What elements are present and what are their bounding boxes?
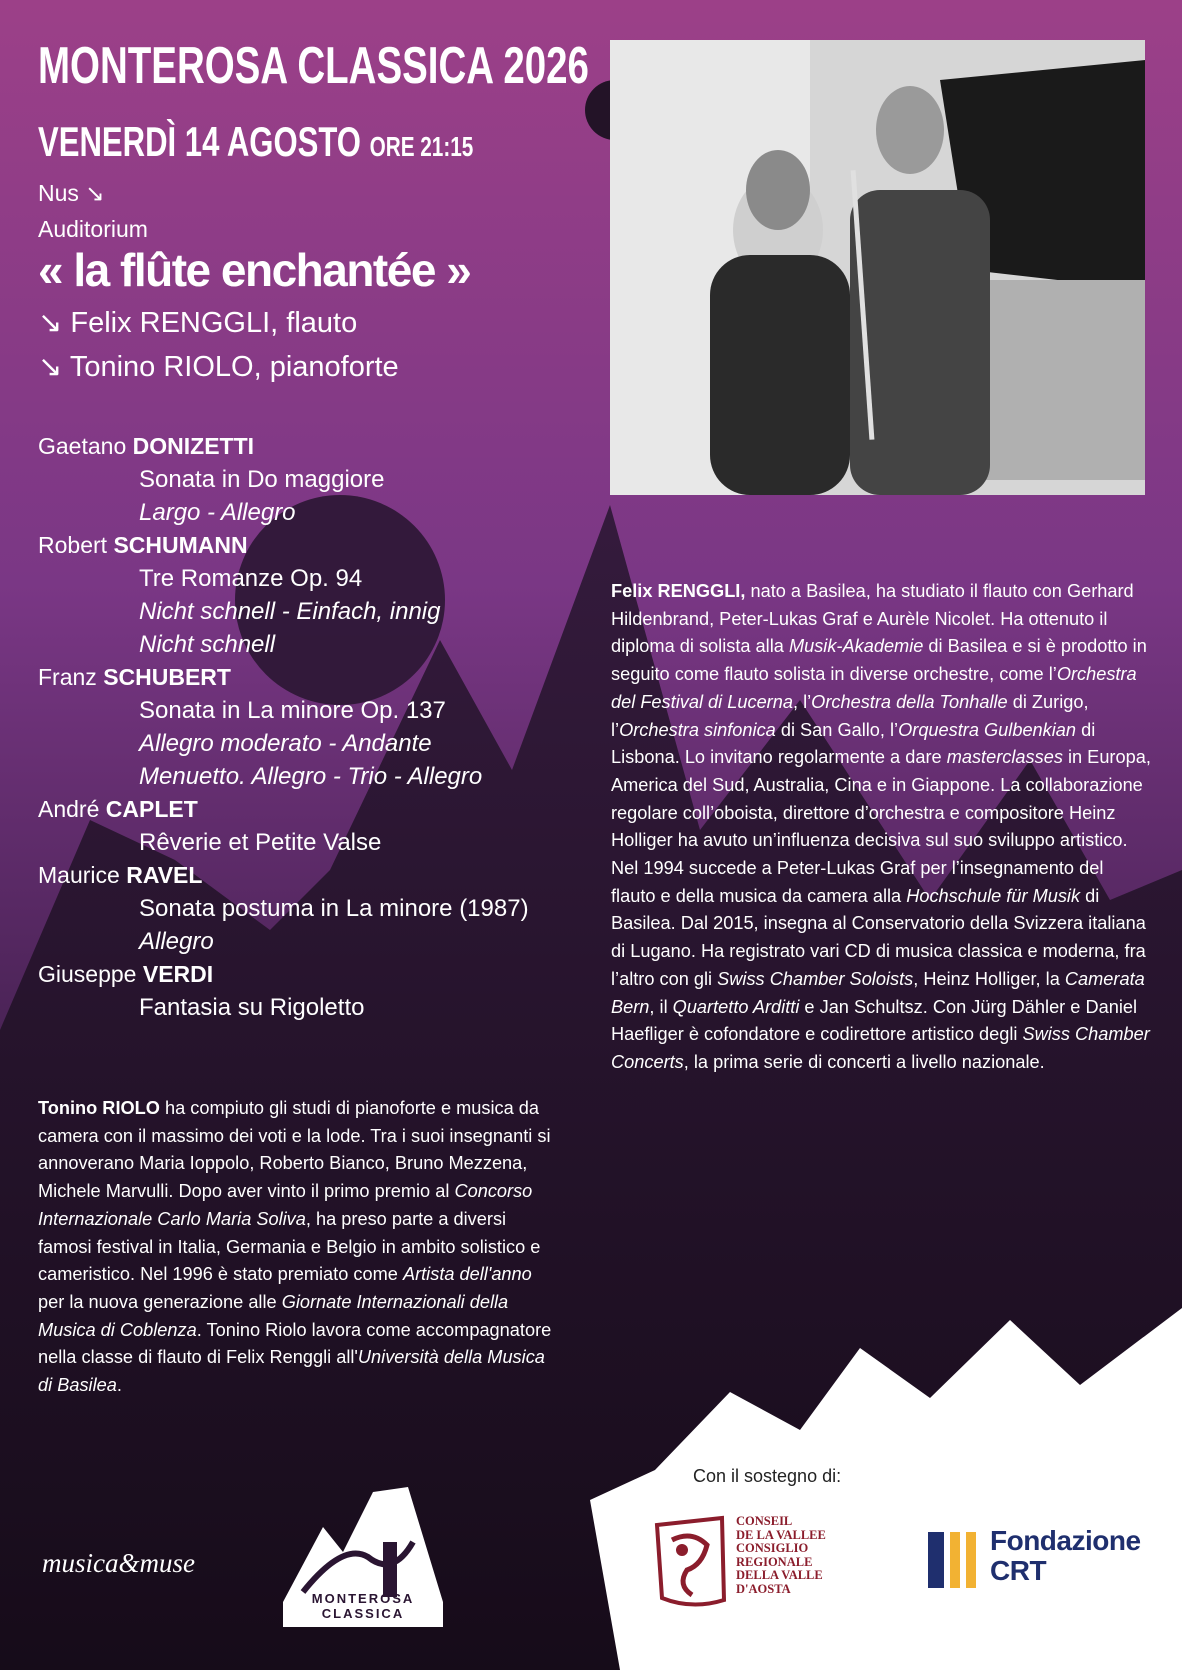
bio-text-segment: , l’ — [792, 691, 812, 712]
composer-name: Gaetano DONIZETTI — [38, 433, 255, 459]
bio-text-segment: Orchestra della Tonhalle — [811, 691, 1008, 712]
composer-name: André CAPLET — [38, 796, 198, 822]
bio-text-segment: e Jan Schultsz. Con Jürg Dähler e Daniel Haefliger è cofondatore e codirettore artistico degli — [611, 996, 1138, 1045]
bio-text-segment: , ha preso parte a diversi famosi festival in Italia, Germania e Belgio in ambito solistico e cameristico. Nel 1996 è stato premiato come — [38, 1208, 541, 1285]
bio-riolo — [38, 1095, 558, 1400]
bio-text-segment: Giornate Internazionali della Musica di Coblenza — [38, 1291, 509, 1340]
festival-title: MONTEROSA CLASSICA 2026 — [38, 37, 589, 95]
bio-text-segment: , la prima serie di concerti a livello nazionale. — [683, 1051, 1045, 1072]
bio-text-segment: Artista dell'anno — [402, 1264, 532, 1285]
logo-musica-muse: musica&muse — [42, 1548, 195, 1578]
bio-text-segment: Quartetto Arditti — [672, 996, 800, 1017]
bio-text-segment: in Europa, America del Sud, Australia, Cina e in Giappone. La collaborazione regolare coll’oboista, direttore d’orchestra e compositore Heinz Holliger ha avuto un’influenza decisiva sul suo sviluppo artistico. Nel 1994 succede a Peter-Lukas Graf per l’insegnamento del flauto e della musica da camera alla — [611, 747, 1151, 906]
movement-text: Nicht schnell - Einfach, innig — [139, 598, 441, 625]
bio-text-segment: nato a Basilea, ha studiato il flauto con Gerhard Hildenbrand, Peter-Lukas Graf e Aurèle Nicolet. Ha ottenuto il diploma di solista alla — [611, 581, 1134, 657]
work-title: Fantasia su Rigoletto — [139, 994, 365, 1021]
bio-renggli — [611, 578, 1151, 1077]
bio-text-segment: di Zurigo, l’ — [611, 691, 1089, 740]
movement-text: Allegro moderato - Andante — [139, 730, 432, 757]
work-title: Rêverie et Petite Valse — [139, 829, 382, 856]
crt-text — [990, 1526, 1141, 1586]
bio-text-segment: Felix RENGGLI, — [611, 581, 746, 601]
concert-time: ORE 21:15 — [369, 131, 474, 162]
work-title: Sonata postuma in La minore (1987) — [139, 895, 529, 922]
logo-monterosa-text: MONTEROSA CLASSICA — [311, 1591, 415, 1621]
bio-text-segment: Orchestra sinfonica — [619, 719, 776, 740]
bio-text-segment: , Heinz Holliger, la — [913, 968, 1065, 989]
bio-text-segment: di Basilea e si è prodotto in seguito come flauto solista in diverse orchestre, come l’ — [611, 636, 1147, 685]
conseil-text-line: DELLA VALLE — [736, 1568, 823, 1582]
bio-text-segment: masterclasses — [946, 747, 1063, 768]
conseil-text — [736, 1515, 826, 1596]
conseil-text-line: REGIONALE — [736, 1554, 813, 1569]
bio-text-segment: Università della Musica di Basilea — [38, 1347, 545, 1396]
location-venue: Auditorium — [38, 216, 148, 242]
bio-text-segment: ha compiuto gli studi di pianoforte e musica da camera con il massimo dei voti e la lode. Tra i suoi insegnanti si annoverano Maria Ioppolo, Roberto Bianco, Bruno Mezzena, Michele Marvulli. Dopo aver vinto il primo premio al — [38, 1098, 551, 1202]
bio-text-segment: di Basilea. Dal 2015, insegna al Conservatorio della Svizzera italiana di Lugano. Ha registrato vari CD di musica classica e moderna, fra l’altro con gli — [611, 885, 1146, 989]
bio-text-segment: . Tonino Riolo lavora come accompagnatore nella classe di flauto di Felix Renggli all' — [38, 1319, 552, 1368]
bio-text-segment: Orchestra del Festival di Lucerna — [611, 664, 1137, 712]
composer-name: Giuseppe VERDI — [38, 961, 214, 987]
bio-text-segment: di Lisbona. Lo invitano regolarmente a dare — [611, 719, 1096, 768]
performers-photo — [610, 40, 1145, 495]
concert-date: VENERDÌ 14 AGOSTO — [38, 118, 361, 165]
movement-text: Allegro — [139, 928, 214, 955]
logo-monterosa-classica — [283, 1482, 443, 1627]
crt-text-line: Fondazione — [990, 1525, 1141, 1556]
performer-2: ↘ Tonino RIOLO, pianoforte — [38, 351, 399, 383]
support-label: Con il sostegno di: — [693, 1466, 842, 1486]
work-title: Tre Romanze Op. 94 — [139, 565, 363, 592]
program-list — [38, 430, 598, 1024]
bio-text-segment: Camerata Bern — [611, 968, 1145, 1017]
conseil-text-line: DE LA VALLEE — [736, 1527, 826, 1542]
bio-text-segment: Hochschule für Musik — [906, 885, 1081, 906]
bio-text-segment: Swiss Chamber Concerts — [611, 1024, 1150, 1072]
crt-text-line: CRT — [990, 1555, 1047, 1586]
bio-text-segment: Concorso Internazionale Carlo Maria Soliva — [38, 1181, 533, 1229]
bio-text-segment: . — [116, 1375, 122, 1396]
composer-name: Maurice RAVEL — [38, 862, 203, 888]
bio-text-segment: Tonino RIOLO — [38, 1098, 160, 1118]
movement-text: Largo - Allegro — [139, 499, 296, 526]
bio-text-segment: Musik-Akademie — [788, 636, 924, 657]
bio-text-segment: per la nuova generazione alle — [38, 1291, 282, 1312]
bio-text-segment: Swiss Chamber Soloists — [717, 968, 914, 989]
conseil-text-line: D'AOSTA — [736, 1581, 791, 1596]
concert-title: « la flûte enchantée » — [38, 244, 471, 296]
conseil-text-line: CONSIGLIO — [736, 1541, 809, 1555]
logo-fondazione-crt — [928, 1525, 1168, 1598]
movement-text: Menuetto. Allegro - Trio - Allegro — [139, 763, 483, 790]
composer-name: Robert SCHUMANN — [38, 532, 248, 558]
work-title: Sonata in La minore Op. 137 — [139, 697, 446, 724]
bio-text-segment: , il — [649, 996, 673, 1017]
composer-name: Franz SCHUBERT — [38, 664, 231, 690]
conseil-text-line: CONSEIL — [736, 1514, 793, 1528]
work-title: Sonata in Do maggiore — [139, 466, 385, 493]
bio-text-segment: Orquestra Gulbenkian — [898, 719, 1077, 740]
logo-conseil-vallee — [652, 1510, 852, 1610]
date-line — [38, 118, 473, 166]
bio-text-segment: di San Gallo, l’ — [775, 719, 899, 740]
performer-1: ↘ Felix RENGGLI, flauto — [38, 307, 358, 339]
movement-text: Nicht schnell — [139, 631, 276, 658]
location-town: Nus ↘ — [38, 180, 105, 206]
